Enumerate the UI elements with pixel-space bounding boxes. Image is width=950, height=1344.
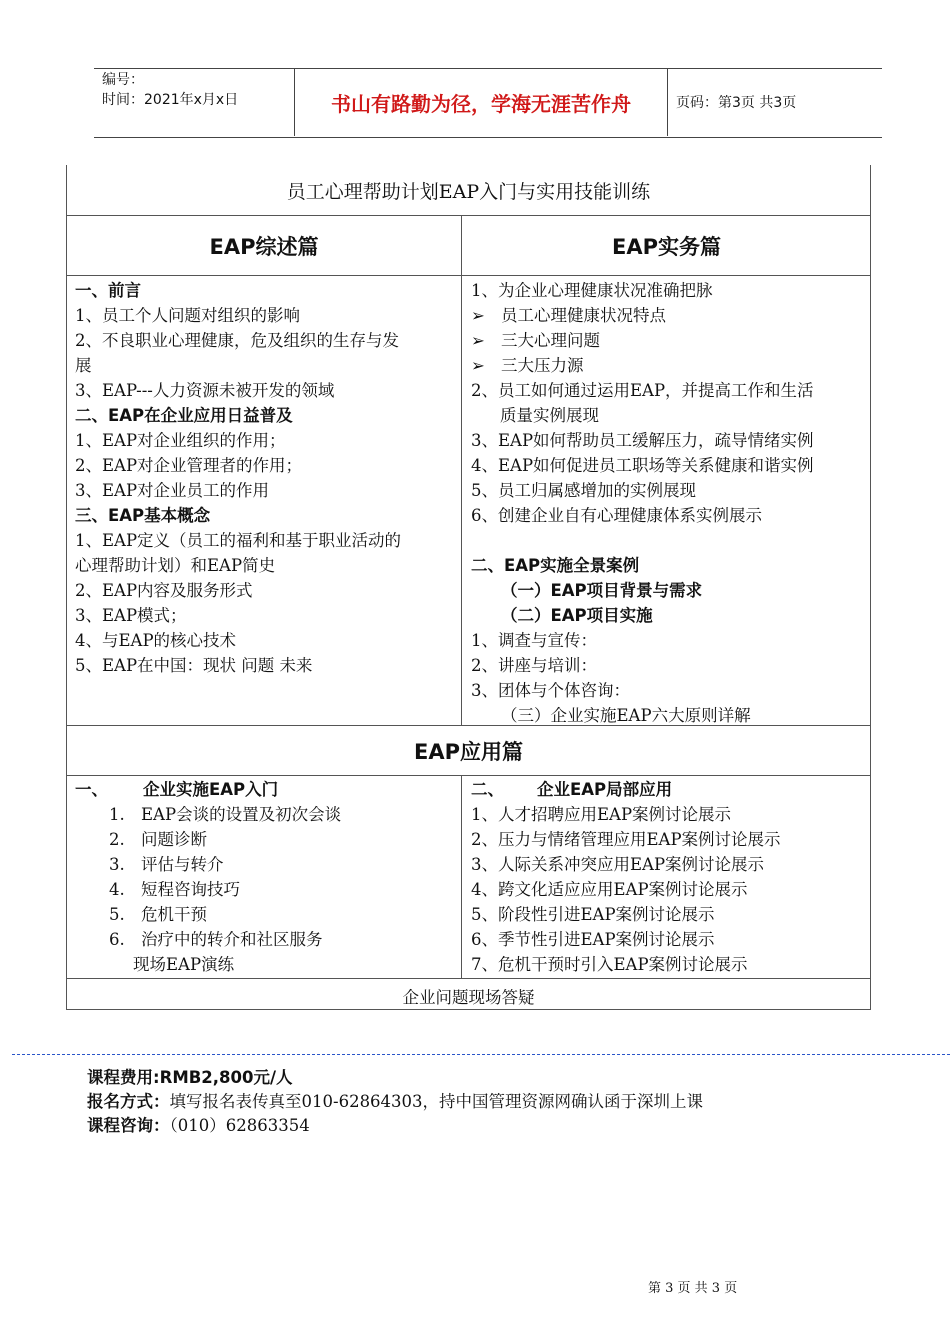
list-item-text: 二、EAP实施全景案例 [471,556,640,575]
list-item-text: 3、团体与个体咨询： [471,681,630,700]
time-label: 时间：2021年x月x日 [102,92,239,108]
list-item-text: 3、EAP---人力资源未被开发的领域 [75,381,335,400]
list-item [471,553,814,578]
fee-label: 课程费用: [87,1068,160,1087]
list-item: 6、季节性引进EAP案例讨论展示 [471,930,715,949]
list-item [471,428,814,453]
list-item-text: 5、员工归属感增加的实例展现 [471,481,696,500]
list-item-text: 3、EAP对企业员工的作用 [75,481,270,500]
list-item-text: 治疗中的转介和社区服务 [141,930,323,949]
list-item [75,503,401,528]
list-item-text: （二）EAP项目实施 [501,606,653,625]
app-left-num: 一、 [75,780,108,799]
consult-line [87,1113,310,1138]
list-item [75,802,341,827]
list-item [471,403,814,428]
list-item [471,603,814,628]
list-item [75,553,401,578]
consult-label: 课程咨询： [87,1116,170,1135]
list-item-text: 三、EAP基本概念 [75,506,211,525]
list-item-text: EAP会谈的设置及初次会谈 [141,805,342,824]
header-divider [294,68,295,136]
list-item-text [471,531,476,550]
list-item-number: 6. [109,930,125,949]
app-right-title: 企业EAP局部应用 [537,780,673,799]
list-item-text: 1、员工个人问题对组织的影响 [75,306,300,325]
list-item [471,628,814,653]
list-item-text: 2、不良职业心理健康，危及组织的生存与发 [75,331,399,350]
list-item [471,653,814,678]
list-item [75,353,401,378]
app-right-list [471,802,781,977]
list-item-text: 短程咨询技巧 [141,880,240,899]
list-item [75,278,401,303]
list-item [471,378,814,403]
list-item [471,503,814,528]
list-item-text: 2、讲座与培训： [471,656,597,675]
list-item-text: 1、调查与宣传： [471,631,597,650]
list-item [75,378,401,403]
list-item-text: 2、EAP对企业管理者的作用； [75,456,303,475]
list-item [75,902,341,927]
list-item: 1、人才招聘应用EAP案例讨论展示 [471,805,732,824]
application-right [471,777,781,977]
arrow-bullet-icon: ➢ [471,306,485,325]
list-item-text: 质量实例展现 [500,406,599,425]
list-item [471,453,814,478]
list-item-text: （一）EAP项目背景与需求 [501,581,703,600]
table-title: 员工心理帮助计划EAP入门与实用技能训练 [286,180,651,203]
list-item [471,578,814,603]
list-item-number: 5. [109,905,125,924]
list-item [75,852,341,877]
list-item [471,303,814,328]
list-item-text: 1、EAP定义（员工的福利和基于职业活动的 [75,531,402,550]
list-item-text: 6、创建企业自有心理健康体系实例展示 [471,506,762,525]
signup-line [87,1089,703,1114]
app-left-extra: 现场EAP演练 [133,955,235,974]
list-item: 4、跨文化适应应用EAP案例讨论展示 [471,880,748,899]
list-item [471,678,814,703]
list-item [75,478,401,503]
list-item [75,428,401,453]
list-item-text: 4、与EAP的核心技术 [75,631,237,650]
list-item [75,328,401,353]
list-item-number: 4. [109,880,125,899]
header-motto: 书山有路勤为径，学海无涯苦作舟 [331,91,631,116]
list-item-text: 1、EAP对企业组织的作用； [75,431,286,450]
page-number: 页码：第3页 共3页 [676,95,797,111]
application-left [75,777,341,977]
header-meta [102,70,238,110]
list-item-text: 心理帮助计划）和EAP简史 [75,556,276,575]
practice-content [471,278,814,728]
application-heading: EAP应用篇 [414,740,523,764]
table-footer: 企业问题现场答疑 [402,988,535,1007]
list-item-text: 二、EAP在企业应用日益普及 [75,406,293,425]
list-item: 3、人际关系冲突应用EAP案例讨论展示 [471,855,765,874]
list-item-text: 三大心理问题 [501,331,600,350]
list-item [75,528,401,553]
signup-label: 报名方式： [87,1092,170,1111]
list-item: 7、危机干预时引入EAP案例讨论展示 [471,955,748,974]
list-item-text: 危机干预 [141,905,207,924]
list-item-text: 三大压力源 [501,356,584,375]
list-item-text: 评估与转介 [141,855,224,874]
list-item-number: 3. [109,855,125,874]
app-right-num: 二、 [471,780,504,799]
overview-heading: EAP综述篇 [209,235,319,259]
list-item-text: 展 [75,356,92,375]
page-footer: 第 3 页 共 3 页 [648,1281,738,1296]
list-item-text: 一、前言 [75,281,141,300]
list-item [75,927,341,952]
consult-value: （010）62863354 [169,1116,310,1135]
list-item [75,653,401,678]
list-item [471,278,814,303]
practice-heading: EAP实务篇 [612,235,721,259]
list-item-text: 3、EAP如何帮助员工缓解压力，疏导情绪实例 [471,431,814,450]
header-divider [667,68,668,136]
list-item [471,478,814,503]
list-item [75,578,401,603]
list-item-number: 2. [109,830,125,849]
arrow-bullet-icon: ➢ [471,356,485,375]
list-item [471,353,814,378]
fee-line [87,1065,293,1090]
list-item-number: 1. [109,805,125,824]
list-item-text: 3、EAP模式； [75,606,187,625]
list-item [75,453,401,478]
number-label: 编号： [102,72,144,88]
list-item-text: （三）企业实施EAP六大原则详解 [501,706,751,725]
list-item: 2、压力与情绪管理应用EAP案例讨论展示 [471,830,781,849]
list-item-text: 员工心理健康状况特点 [501,306,666,325]
list-item: 5、阶段性引进EAP案例讨论展示 [471,905,715,924]
app-left-list [75,802,341,952]
dashed-divider [12,1054,950,1055]
list-item [75,877,341,902]
list-item [471,328,814,353]
list-item-text: 问题诊断 [141,830,207,849]
list-item [75,628,401,653]
list-item [75,403,401,428]
list-item [75,603,401,628]
list-item [75,827,341,852]
list-item-text: 5、EAP在中国：现状 问题 未来 [75,656,313,675]
list-item [471,703,814,728]
list-item-text: 4、EAP如何促进员工职场等关系健康和谐实例 [471,456,814,475]
list-item [471,528,814,553]
arrow-bullet-icon: ➢ [471,331,485,350]
signup-value: 填写报名表传真至010-62864303，持中国管理资源网确认函于深圳上课 [169,1092,704,1111]
list-item-text: 2、EAP内容及服务形式 [75,581,253,600]
list-item-text: 1、为企业心理健康状况准确把脉 [471,281,713,300]
list-item-text: 2、员工如何通过运用EAP，并提高工作和生活 [471,381,814,400]
list-item [75,303,401,328]
fee-value: RMB2,800元/人 [159,1068,293,1087]
app-left-title: 企业实施EAP入门 [143,780,279,799]
overview-content [75,278,401,678]
